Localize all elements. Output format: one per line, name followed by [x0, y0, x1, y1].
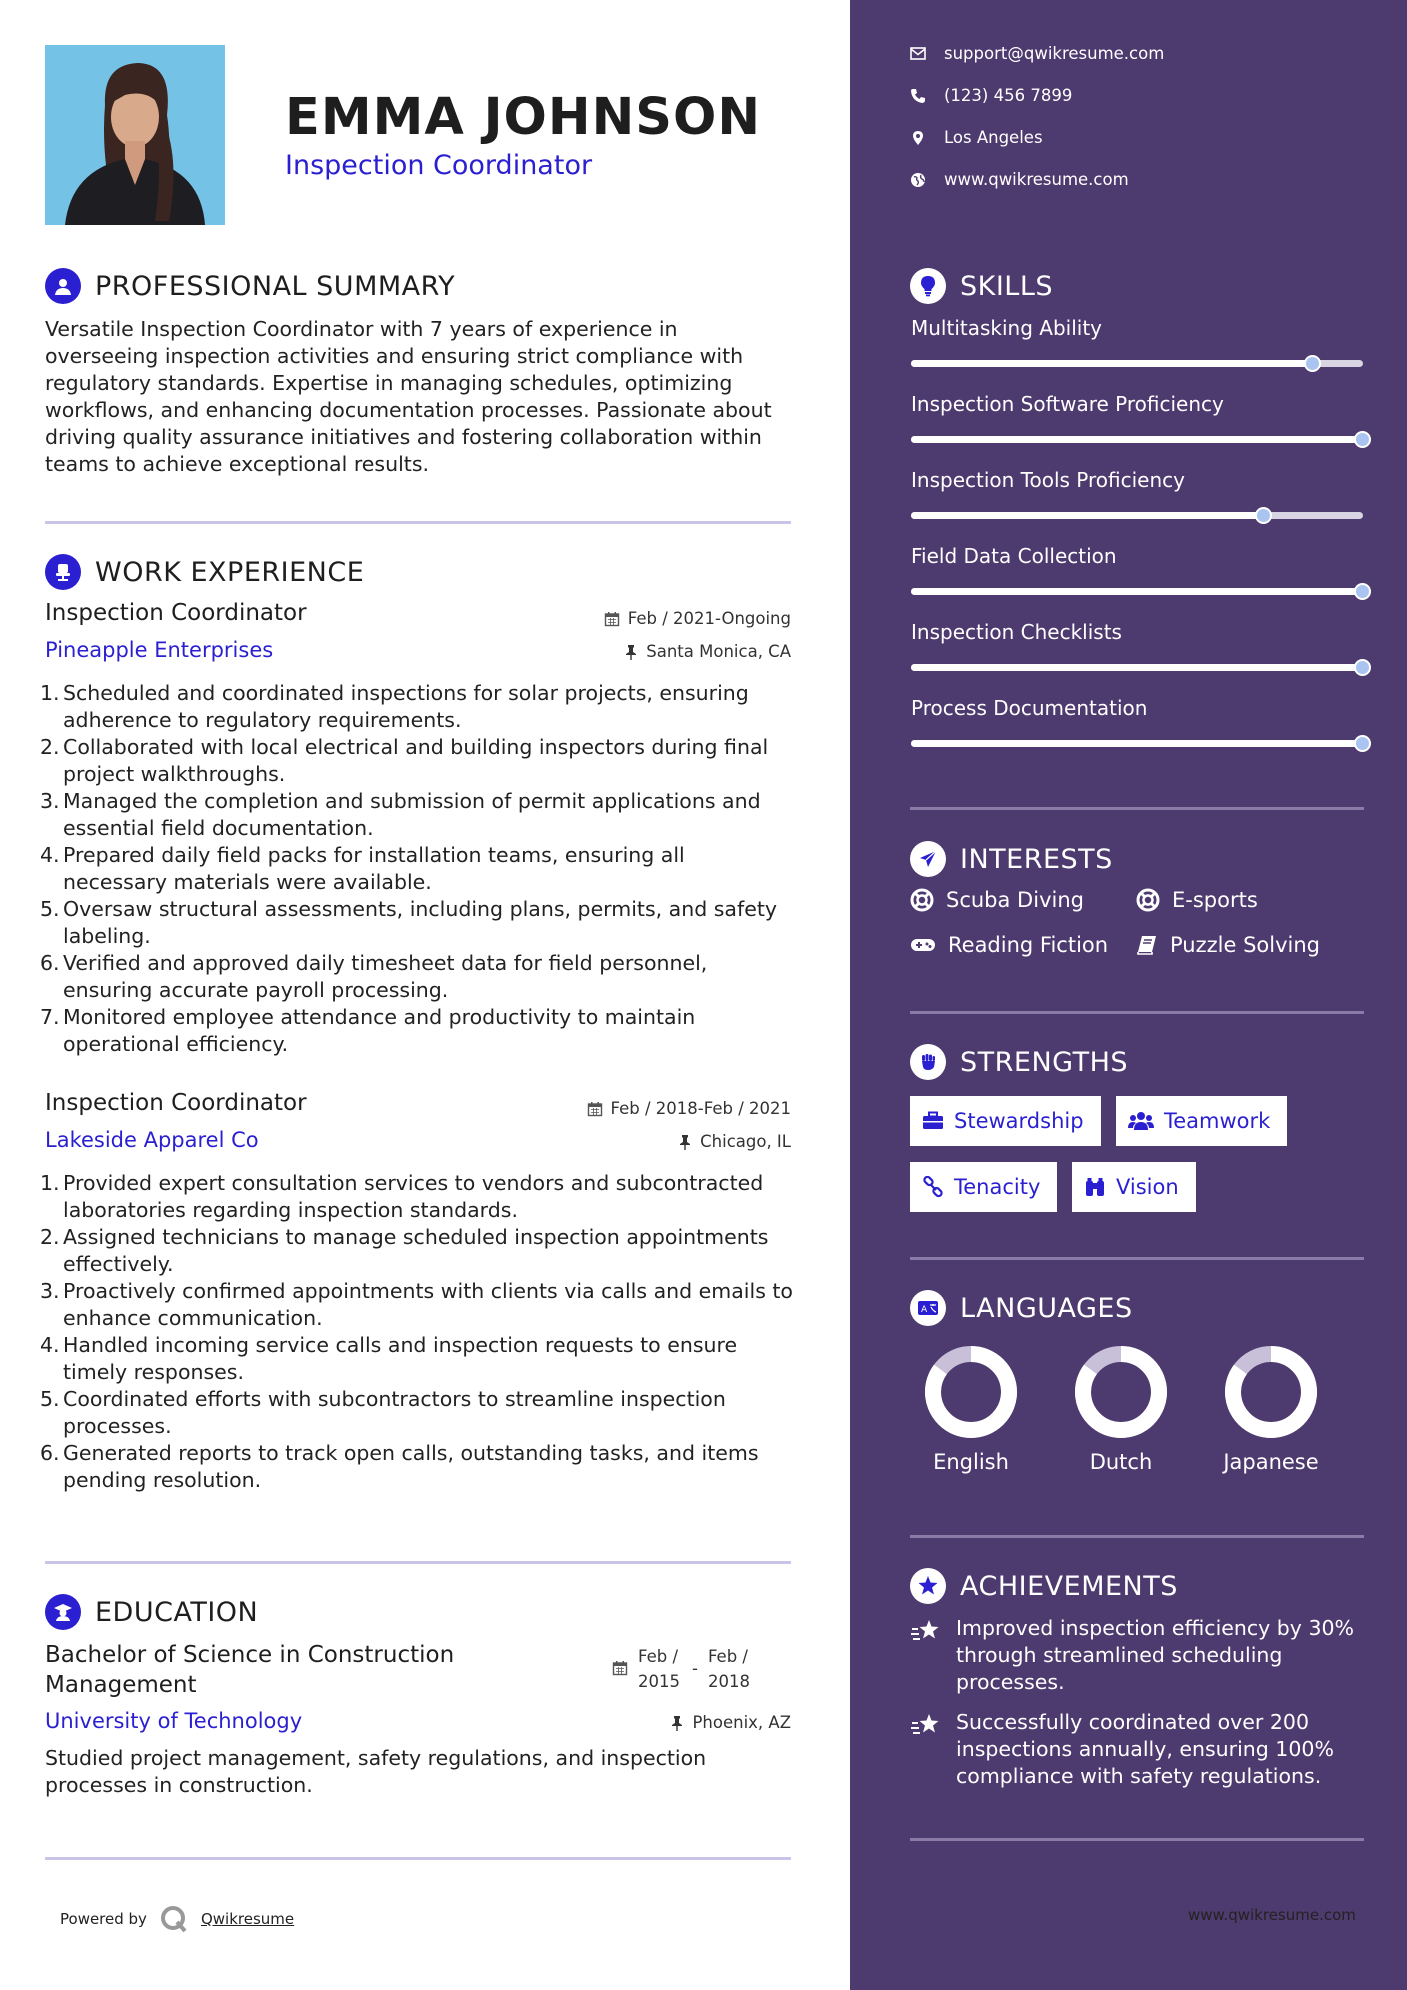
divider — [910, 1011, 1364, 1014]
users-icon — [1128, 1111, 1154, 1131]
interest-item — [910, 933, 1108, 957]
skill-bar-fill — [911, 360, 1313, 367]
skills-heading — [910, 268, 1053, 304]
life-ring-icon — [1136, 888, 1160, 912]
svg-text:A: A — [921, 1305, 928, 1315]
list-item: 6. Generated reports to track open calls, outstanding tasks, and items pending resolution. — [40, 1441, 759, 1492]
skill-bar — [911, 436, 1363, 443]
contact-location-text: Los Angeles — [944, 128, 1043, 147]
job-company: Lakeside Apparel Co — [45, 1128, 259, 1152]
language-gauge — [1223, 1344, 1319, 1440]
star-badge-icon — [910, 1568, 946, 1604]
skill-bar — [911, 588, 1363, 595]
languages-heading — [910, 1290, 1133, 1326]
powered-by — [60, 1904, 294, 1934]
list-item: 2. Collaborated with local electrical and building inspectors during final project walkthroughs. — [40, 735, 769, 786]
achievements-title: ACHIEVEMENTS — [960, 1570, 1178, 1602]
interests-title: INTERESTS — [960, 843, 1113, 875]
education-heading — [45, 1594, 258, 1630]
job-location-text: Santa Monica, CA — [646, 642, 791, 661]
job-location — [678, 1132, 791, 1151]
skill-bar-fill — [911, 512, 1264, 519]
calendar-icon — [612, 1660, 628, 1676]
globe-icon — [910, 172, 926, 188]
interest-label: E-sports — [1172, 888, 1258, 912]
star-trophy-icon — [910, 1711, 942, 1739]
life-ring-icon — [910, 888, 934, 912]
interest-label: Reading Fiction — [948, 933, 1109, 957]
divider — [45, 1561, 791, 1564]
languages-title: LANGUAGES — [960, 1292, 1133, 1324]
job-company: Pineapple Enterprises — [45, 638, 274, 662]
skill-name: Field Data Collection — [911, 544, 1117, 568]
experience-heading — [45, 554, 364, 590]
job-title: Inspection Coordinator — [45, 1090, 307, 1116]
briefcase-icon — [922, 1111, 944, 1131]
contact-website[interactable] — [910, 170, 1129, 189]
list-item: 3. Proactively confirmed appointments with clients via calls and emails to enhance communication. — [40, 1279, 793, 1330]
list-item: 6. Verified and approved daily timesheet data for field personnel, ensuring accurate payroll processing. — [40, 951, 708, 1002]
contact-phone[interactable] — [910, 86, 1072, 105]
skill-name: Process Documentation — [911, 696, 1148, 720]
skill-bar-fill — [911, 588, 1363, 595]
strength-label: Vision — [1116, 1175, 1179, 1199]
education-location — [670, 1713, 791, 1732]
qwikresume-logo-icon — [159, 1904, 189, 1934]
star-trophy-icon — [910, 1617, 942, 1645]
interest-item — [910, 888, 1084, 912]
chair-icon — [45, 554, 81, 590]
strength-chip — [1116, 1096, 1287, 1146]
education-date — [612, 1644, 752, 1694]
strength-label: Tenacity — [954, 1175, 1041, 1199]
summary-title: PROFESSIONAL SUMMARY — [95, 270, 456, 302]
skill-name: Multitasking Ability — [911, 316, 1102, 340]
job-location — [624, 642, 791, 661]
experience-title: WORK EXPERIENCE — [95, 556, 365, 588]
contact-email[interactable] — [910, 44, 1164, 63]
interest-label: Scuba Diving — [946, 888, 1084, 912]
calendar-icon — [587, 1101, 603, 1117]
strength-chip — [1072, 1162, 1196, 1212]
skill-bar-knob — [1354, 659, 1371, 676]
list-item: 4. Prepared daily field packs for installation teams, ensuring all necessary materials were available. — [40, 843, 685, 894]
skill-bar-fill — [911, 664, 1363, 671]
list-item: 4. Handled incoming service calls and inspection requests to ensure timely responses. — [40, 1333, 738, 1384]
job-date — [587, 1099, 791, 1118]
strength-chip — [910, 1096, 1101, 1146]
skill-name: Inspection Software Proficiency — [911, 392, 1224, 416]
achievement-text: Successfully coordinated over 200 inspections annually, ensuring 100% compliance with safety regulations. — [956, 1710, 1334, 1788]
language-item — [1051, 1344, 1191, 1474]
skill-bar — [911, 740, 1363, 747]
list-item: 3. Managed the completion and submission of permit applications and essential field documentation. — [40, 789, 761, 840]
binoculars-icon — [1084, 1177, 1106, 1197]
candidate-role: Inspection Coordinator — [285, 150, 593, 181]
powered-by-label: Powered by — [60, 1910, 147, 1928]
divider — [910, 807, 1364, 810]
strength-label: Stewardship — [954, 1109, 1084, 1133]
profile-photo — [45, 45, 225, 225]
summary-text: Versatile Inspection Coordinator with 7 years of experience in overseeing inspection activities and ensuring strict compliance with regulatory standards. Expertise in managing schedules, optimizing workflows, and enhancing documentation processes. Passionate about driving quality assurance initiatives and fostering collaboration within teams to achieve exceptional results. — [45, 317, 772, 476]
language-item — [1201, 1344, 1341, 1474]
candidate-name: EMMA JOHNSON — [285, 88, 762, 147]
skill-bar-knob — [1255, 507, 1272, 524]
skill-bar-fill — [911, 436, 1363, 443]
education-date-start: Feb / 2015 — [638, 1647, 680, 1691]
list-item: 1. Scheduled and coordinated inspections for solar projects, ensuring adherence to regulatory requirements. — [40, 681, 749, 732]
list-item: 5. Coordinated efforts with subcontractors to streamline inspection processes. — [40, 1387, 726, 1438]
skill-name: Inspection Tools Proficiency — [911, 468, 1185, 492]
degree-title: Bachelor of Science in Construction Management — [45, 1642, 455, 1698]
contact-location — [910, 128, 1043, 147]
link-icon — [922, 1176, 944, 1198]
language-label: English — [933, 1450, 1009, 1474]
job-date — [604, 609, 791, 628]
brand-link[interactable]: Qwikresume — [200, 1910, 295, 1928]
contact-email-text: support@qwikresume.com — [944, 44, 1165, 63]
book-icon — [1136, 934, 1158, 956]
achievement-text: Improved inspection efficiency by 30% through streamlined scheduling processes. — [956, 1616, 1355, 1694]
footer-website[interactable]: www.qwikresume.com — [1188, 1906, 1356, 1924]
language-item — [901, 1344, 1041, 1474]
graduate-icon — [45, 1594, 81, 1630]
skill-bar-knob — [1354, 431, 1371, 448]
pushpin-icon — [670, 1715, 684, 1731]
strength-label: Teamwork — [1164, 1109, 1271, 1133]
job-title: Inspection Coordinator — [45, 600, 307, 626]
education-location-text: Phoenix, AZ — [692, 1713, 791, 1732]
job-location-text: Chicago, IL — [700, 1132, 791, 1151]
job-date-text: Feb / 2021-Ongoing — [627, 609, 791, 628]
strengths-heading — [910, 1044, 1128, 1080]
skills-title: SKILLS — [960, 270, 1054, 302]
achievement-item — [910, 1709, 1370, 1790]
divider — [910, 1535, 1364, 1538]
divider — [45, 521, 791, 524]
language-gauge — [1073, 1344, 1169, 1440]
language-label: Dutch — [1089, 1450, 1153, 1474]
job-duties-list — [40, 1170, 795, 1494]
summary-heading — [45, 268, 455, 304]
location-pin-icon — [910, 130, 926, 146]
list-item: 7. Monitored employee attendance and productivity to maintain operational efficiency. — [40, 1005, 696, 1056]
contact-website-text: www.qwikresume.com — [944, 170, 1129, 189]
divider — [910, 1838, 1364, 1841]
list-item: 5. Oversaw structural assessments, including plans, permits, and safety labeling. — [40, 897, 777, 948]
achievements-heading — [910, 1568, 1178, 1604]
fist-icon — [910, 1044, 946, 1080]
school-name: University of Technology — [45, 1709, 303, 1733]
skill-bar-knob — [1354, 735, 1371, 752]
phone-icon — [910, 88, 926, 104]
divider — [910, 1257, 1364, 1260]
calendar-icon — [604, 611, 620, 627]
gamepad-icon — [910, 936, 936, 954]
job-date-text: Feb / 2018-Feb / 2021 — [610, 1099, 791, 1118]
skill-bar — [911, 512, 1363, 519]
education-text: Studied project management, safety regulations, and inspection processes in construction. — [45, 1746, 707, 1797]
lightbulb-icon — [910, 268, 946, 304]
achievement-item — [910, 1615, 1370, 1696]
language-gauge — [923, 1344, 1019, 1440]
education-date-dash: - — [692, 1659, 698, 1678]
interests-heading — [910, 841, 1113, 877]
interest-item — [1136, 933, 1320, 957]
user-icon — [45, 268, 81, 304]
skill-bar-knob — [1354, 583, 1371, 600]
strength-chip — [910, 1162, 1057, 1212]
job-duties-list — [40, 680, 795, 1058]
pushpin-icon — [678, 1134, 692, 1150]
interest-item — [1136, 888, 1258, 912]
education-title: EDUCATION — [95, 1596, 259, 1628]
education-date-end: Feb / 2018 — [707, 1647, 750, 1691]
skill-bar-fill — [911, 740, 1363, 747]
skill-bar — [911, 664, 1363, 671]
paper-plane-icon — [910, 841, 946, 877]
divider — [45, 1857, 791, 1860]
pushpin-icon — [624, 644, 638, 660]
strengths-title: STRENGTHS — [960, 1046, 1129, 1078]
contact-phone-text: (123) 456 7899 — [944, 86, 1073, 105]
envelope-icon — [910, 47, 926, 60]
language-icon — [910, 1290, 946, 1326]
interest-label: Puzzle Solving — [1170, 933, 1320, 957]
list-item: 1. Provided expert consultation services to vendors and subcontracted laboratories regarding inspection standards. — [40, 1171, 764, 1222]
person-photo-icon — [45, 45, 225, 225]
language-label: Japanese — [1223, 1450, 1319, 1474]
skill-name: Inspection Checklists — [911, 620, 1122, 644]
list-item: 2. Assigned technicians to manage scheduled inspection appointments effectively. — [40, 1225, 769, 1276]
skill-bar — [911, 360, 1363, 367]
